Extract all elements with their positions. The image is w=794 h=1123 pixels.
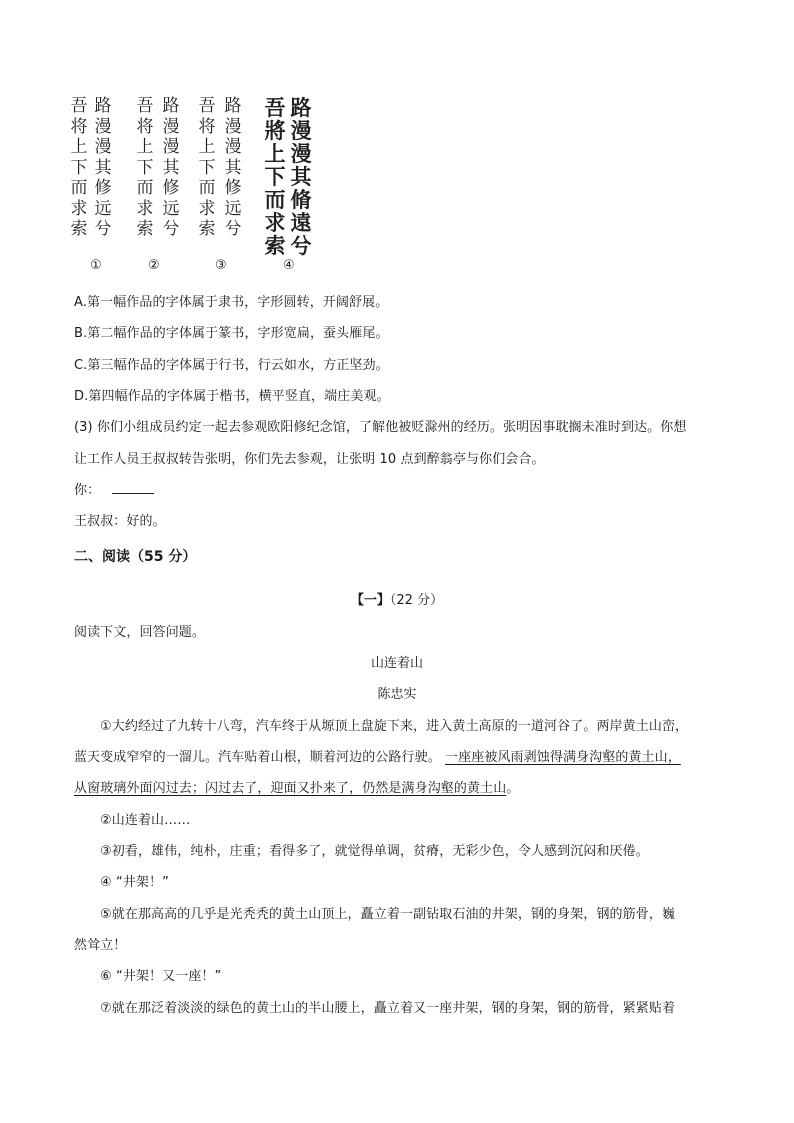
option-c: C.第三幅作品的字体属于行书，行云如水，方正坚劲。 — [74, 358, 389, 373]
calligraphy-image — [70, 96, 320, 276]
part-label: 【一】 — [350, 593, 390, 608]
paragraph-1-line-2 — [74, 746, 681, 765]
option-b: B.第二幅作品的字体属于篆书，字形宽扁，蚕头雁尾。 — [74, 326, 389, 341]
paragraph-1-line-1: ①大约经过了九转十八弯，汽车终于从塬顶上盘旋下来，进入黄土高原的一道河谷了。两岸黄土山峦， — [100, 719, 689, 734]
paragraph-3: ③初看，雄伟，纯朴，庄重；看得多了，就觉得单调，贫瘠，无彩少色，令人感到沉闷和厌倦。 — [100, 844, 649, 859]
paragraph-6: ⑥ “井架！又一座！” — [100, 969, 222, 984]
calligraphy-column-4a: 吾將上下而求索 — [264, 95, 286, 258]
calligraphy-label-4: ④ — [283, 258, 295, 273]
option-d: D.第四幅作品的字体属于楷书，横平竖直，端庄美观。 — [74, 389, 390, 404]
calligraphy-column-2a: 吾将上下而求索 — [136, 96, 154, 239]
paragraph-7-line-1: ⑦就在那泛着淡淡的绿色的黄土山的半山腰上，矗立着又一座井架，钢的身架，钢的筋骨，紧紧贴着 — [100, 1001, 676, 1016]
paragraph-1-underlined-b: 从窗玻璃外面闪过去；闪过去了，迎面又扑来了，仍然是满身沟壑的黄土山 — [74, 781, 507, 796]
paragraph-1-plain: 蓝天变成窄窄的一溜儿。汽车贴着山根，顺着河边的公路行驶。 — [74, 750, 446, 765]
paragraph-4: ④ “井架！” — [100, 875, 169, 890]
passage-title: 山连着山 — [370, 656, 423, 671]
paragraph-1-underlined-a: 一座座被风雨剥蚀得满身沟壑的黄土山， — [445, 750, 681, 765]
calligraphy-column-3b: 路漫漫其修远兮 — [224, 96, 242, 239]
paragraph-5-line-2: 然耸立！ — [74, 938, 127, 953]
reply-line: 王叔叔：好的。 — [74, 514, 166, 529]
paragraph-5-line-1: ⑤就在那高高的几乎是光秃秃的黄土山顶上，矗立着一副钻取石油的井架，钢的身架，钢的筋骨，巍 — [100, 907, 676, 922]
part-score: （22 分） — [389, 593, 444, 608]
calligraphy-column-4b: 路漫漫其脩遠兮 — [290, 95, 312, 258]
paragraph-1-line-3 — [74, 777, 519, 796]
question-3-line-1: (3) 你们小组成员约定一起去参观欧阳修纪念馆，了解他被贬滁州的经历。张明因事耽搁未准时到达。你想 — [74, 420, 687, 435]
paragraph-2: ②山连着山…… — [100, 813, 191, 828]
calligraphy-column-3a: 吾将上下而求索 — [198, 96, 216, 239]
calligraphy-label-3: ③ — [215, 258, 227, 273]
passage-author: 陈忠实 — [377, 687, 417, 702]
part-heading — [0, 589, 794, 608]
question-3-line-2: 让工作人员王叔叔转告张明，你们先去参观，让张明 10 点到醉翁亭与你们会合。 — [74, 452, 545, 467]
calligraphy-label-1: ① — [90, 258, 102, 273]
you-label: 你： — [74, 483, 101, 498]
section-heading: 二、阅读（55 分） — [74, 549, 197, 565]
option-a: A.第一幅作品的字体属于隶书，字形圆转，开阔舒展。 — [74, 295, 389, 310]
calligraphy-column-1b: 路漫漫其修远兮 — [94, 96, 112, 239]
paragraph-1-end: 。 — [506, 781, 520, 796]
calligraphy-label-2: ② — [148, 258, 160, 273]
calligraphy-column-2b: 路漫漫其修远兮 — [162, 96, 180, 239]
calligraphy-column-1a: 吾将上下而求索 — [70, 96, 88, 239]
instruction: 阅读下文，回答问题。 — [74, 625, 206, 640]
answer-line — [74, 479, 154, 498]
answer-blank[interactable] — [112, 481, 154, 494]
